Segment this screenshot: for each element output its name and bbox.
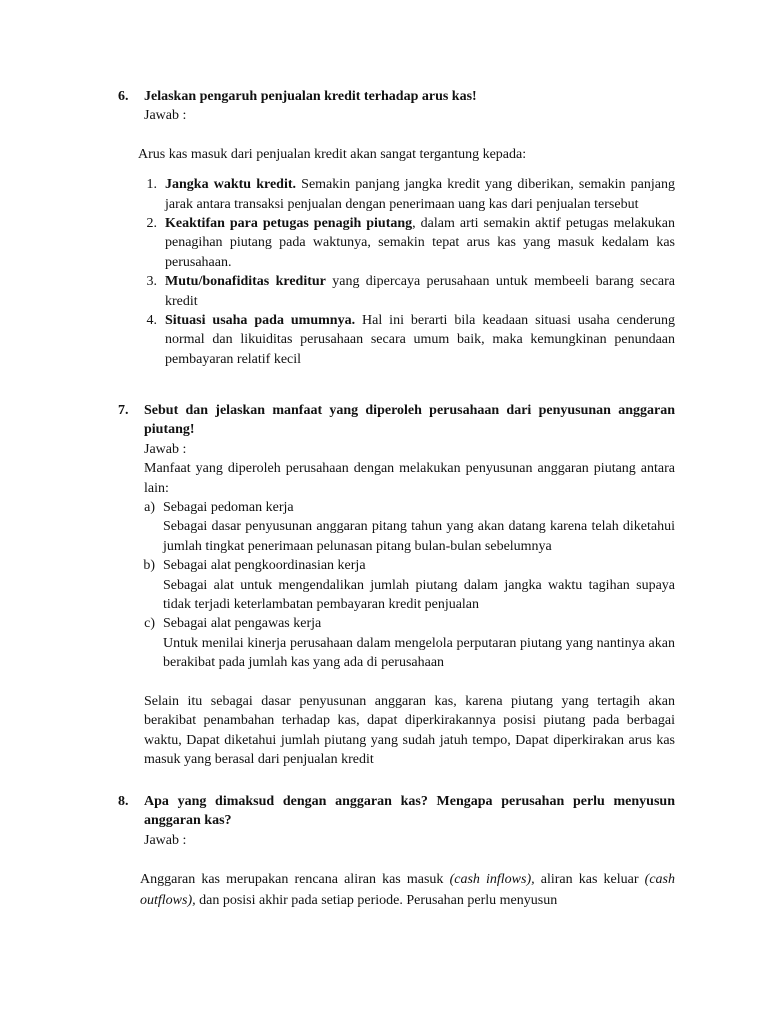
list-item-heading: Sebagai pedoman kerja (163, 500, 294, 516)
answer-intro: Manfaat yang diperoleh perusahaan dengan melakukan penyusunan anggaran piutang antara lain: (144, 461, 675, 496)
list-item (139, 498, 675, 556)
list-letter: a) (144, 500, 155, 516)
list-number: 2. (146, 216, 157, 232)
list-item-text: , dalam arti semakin aktif petugas melakukan penagihan piutang pada waktunya, semakin tepat arus kas yang masuk kedalam kas perusahaan. (165, 216, 675, 270)
question-number: 7. (118, 403, 129, 418)
list-item-text: Untuk menilai kinerja perusahaan dalam mengelola perputaran piutang yang nantinya akan berakibat pada jumlah kas yang ada di perusahaan (163, 635, 675, 671)
question-8 (118, 792, 675, 911)
question-title: Jelaskan pengaruh penjualan kredit terhadap arus kas! (144, 89, 477, 104)
answer-intro: Arus kas masuk dari penjualan kredit akan sangat tergantung kepada: (138, 146, 527, 162)
list-item (139, 311, 675, 369)
answer-text: Anggaran kas merupakan rencana aliran kas masuk (140, 872, 450, 888)
list-item-text: yang dipercaya perusahaan untuk membeeli barang secara kredit (165, 274, 676, 309)
list-item-heading: Mutu/bonafiditas kreditur (165, 274, 326, 290)
question-7 (118, 401, 675, 769)
list-item (139, 175, 675, 214)
list-item (139, 614, 675, 672)
list-item-text: Sebagai dasar penyusunan anggaran pitang tahun yang akan datang karena telah diketahui jumlah tingkat penerimaan pelunasan pitang bulan-bulan sebelumnya (163, 519, 675, 554)
question-number: 8. (118, 794, 129, 809)
list-item-text: Semakin panjang jangka kredit yang diberikan, semakin panjang jarak antara transaksi penjualan dengan penerimaan uang kas dari penjualan tersebut (165, 177, 676, 212)
question-title: Sebut dan jelaskan manfaat yang diperoleh perusahaan dari penyusunan anggaran piutang! (144, 403, 675, 438)
list-item (139, 214, 675, 272)
list-number: 4. (146, 313, 157, 329)
list-item-heading: Situasi usaha pada umumnya. (165, 313, 356, 329)
answer-paragraph (118, 869, 675, 911)
list-item-heading: Jangka waktu kredit. (165, 177, 297, 193)
answer-term-italic: (cash outflows), (140, 872, 675, 909)
question-title: Apa yang dimaksud dengan anggaran kas? Mengapa perusahan perlu menyusun anggaran kas? (144, 794, 675, 829)
jawab-label: Jawab : (144, 832, 187, 848)
jawab-label: Jawab : (144, 441, 187, 457)
list-item-heading: Sebagai alat pengkoordinasian kerja (163, 558, 366, 574)
answer-text: aliran kas keluar (534, 872, 645, 888)
question-number: 6. (118, 89, 129, 104)
closing-paragraph: Selain itu sebagai dasar penyusunan anggaran kas, karena piutang yang tertagih akan berakibat penambahan terhadap kas, dapat diperkirakannya posisi piutang pada berbagai waktu, Dapat diketahui jumlah piutang yang sudah jatuh tempo, Dapat diperkirakan arus kas masuk yang berasal dari penjualan kredit (144, 693, 675, 767)
list-number: 1. (146, 177, 157, 193)
answer-term-italic: (cash inflows), (449, 872, 535, 888)
list-letter: c) (144, 616, 155, 632)
jawab-label: Jawab : (144, 108, 187, 124)
list-letter: b) (143, 558, 155, 574)
list-item-heading: Keaktifan para petugas penagih piutang (165, 216, 413, 232)
list-item-text: Hal ini berarti bila keadaan situasi usaha cenderung normal dan likuiditas perusahaan secara umum baik, maka kemungkinan penundaan pembayaran relatif kecil (165, 313, 675, 367)
answer-text: dan posisi akhir pada setiap periode. Perusahan perlu menyusun (195, 893, 558, 909)
list-item-text: Sebagai alat untuk mengendalikan jumlah piutang dalam jangka waktu tagihan supaya tidak terjadi keterlambatan pembayaran kredit penjualan (163, 577, 675, 613)
list-item (139, 556, 675, 614)
question-6 (118, 87, 675, 369)
list-item-heading: Sebagai alat pengawas kerja (163, 616, 322, 632)
list-number: 3. (146, 274, 157, 290)
list-item (139, 272, 675, 311)
